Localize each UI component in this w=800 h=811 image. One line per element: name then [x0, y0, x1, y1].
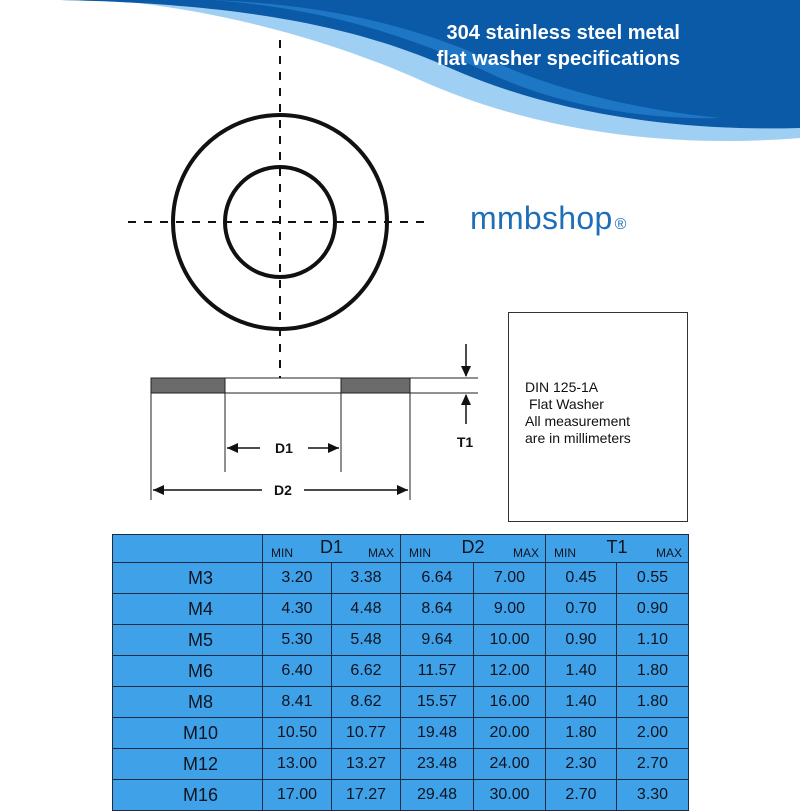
value-cell: 1.40	[546, 656, 617, 687]
info-type: Flat Washer	[529, 396, 604, 412]
value-cell: 2.70	[617, 749, 689, 780]
header-min: MIN	[409, 546, 431, 560]
value-cell: 17.27	[332, 780, 401, 811]
table-row	[113, 749, 689, 780]
value-cell: 24.00	[474, 749, 546, 780]
value-cell: 0.70	[546, 594, 617, 625]
value-cell: 13.00	[263, 749, 332, 780]
washer-section-right	[341, 378, 410, 393]
size-cell: M3	[113, 563, 263, 594]
spec-table	[112, 534, 689, 811]
value-cell: 4.30	[263, 594, 332, 625]
value-cell: 3.30	[617, 780, 689, 811]
value-cell: 1.80	[617, 687, 689, 718]
value-cell: 11.57	[401, 656, 474, 687]
table-row	[113, 656, 689, 687]
header-group-d1	[263, 535, 401, 563]
value-cell: 17.00	[263, 780, 332, 811]
header-name: T1	[606, 537, 628, 557]
value-cell: 8.41	[263, 687, 332, 718]
brand-name: mmbshop	[470, 200, 613, 236]
value-cell: 16.00	[474, 687, 546, 718]
header-max: MAX	[367, 546, 394, 560]
value-cell: 29.48	[401, 780, 474, 811]
value-cell: 8.64	[401, 594, 474, 625]
value-cell: 9.00	[474, 594, 546, 625]
table-row	[113, 625, 689, 656]
value-cell: 4.48	[332, 594, 401, 625]
value-cell: 5.30	[263, 625, 332, 656]
header-name: D2	[461, 537, 485, 557]
header-group-t1	[546, 535, 689, 563]
value-cell: 9.64	[401, 625, 474, 656]
size-cell: M5	[113, 625, 263, 656]
table-row	[113, 563, 689, 594]
value-cell: 0.90	[617, 594, 689, 625]
size-cell: M6	[113, 656, 263, 687]
d1-arrowhead-right	[328, 443, 339, 453]
table-row	[113, 718, 689, 749]
d2-arrowhead-left	[153, 485, 164, 495]
value-cell: 5.48	[332, 625, 401, 656]
title-line-2: flat washer specifications	[436, 48, 680, 70]
header-name: D1	[319, 537, 343, 557]
value-cell: 0.55	[617, 563, 689, 594]
t1-arrowhead-bottom	[461, 394, 471, 405]
table-row	[113, 687, 689, 718]
value-cell: 12.00	[474, 656, 546, 687]
value-cell: 7.00	[474, 563, 546, 594]
value-cell: 1.80	[546, 718, 617, 749]
value-cell: 1.10	[617, 625, 689, 656]
info-standard: DIN 125-1A	[525, 379, 599, 395]
header-min: MIN	[271, 546, 293, 560]
table-header-row	[113, 535, 689, 563]
header-size-cell	[113, 535, 263, 563]
info-note-1: All measurement	[525, 413, 631, 429]
d2-label: D2	[274, 482, 292, 498]
value-cell: 1.40	[546, 687, 617, 718]
washer-section-left	[151, 378, 225, 393]
value-cell: 30.00	[474, 780, 546, 811]
title-line-1: 304 stainless steel metal	[446, 22, 680, 44]
d2-arrowhead-right	[397, 485, 408, 495]
table-row	[113, 780, 689, 811]
t1-arrowhead-top	[461, 366, 471, 377]
table-row	[113, 594, 689, 625]
value-cell: 10.77	[332, 718, 401, 749]
value-cell: 20.00	[474, 718, 546, 749]
table-body	[113, 563, 689, 811]
value-cell: 2.00	[617, 718, 689, 749]
spec-info-box	[508, 312, 688, 522]
value-cell: 10.50	[263, 718, 332, 749]
size-cell: M12	[113, 749, 263, 780]
value-cell: 6.64	[401, 563, 474, 594]
size-cell: M4	[113, 594, 263, 625]
info-note-2: are in millimeters	[525, 430, 631, 446]
value-cell: 6.40	[263, 656, 332, 687]
t1-label: T1	[456, 434, 474, 450]
header-min: MIN	[554, 546, 576, 560]
value-cell: 15.57	[401, 687, 474, 718]
value-cell: 0.45	[546, 563, 617, 594]
registered-mark: ®	[614, 216, 627, 233]
header-max: MAX	[512, 546, 539, 560]
value-cell: 10.00	[474, 625, 546, 656]
value-cell: 13.27	[332, 749, 401, 780]
value-cell: 19.48	[401, 718, 474, 749]
header-group-d2	[401, 535, 546, 563]
size-cell: M10	[113, 718, 263, 749]
value-cell: 2.70	[546, 780, 617, 811]
size-cell: M16	[113, 780, 263, 811]
d1-label: D1	[275, 440, 293, 456]
value-cell: 2.30	[546, 749, 617, 780]
value-cell: 3.20	[263, 563, 332, 594]
value-cell: 23.48	[401, 749, 474, 780]
value-cell: 1.80	[617, 656, 689, 687]
d1-arrowhead-left	[227, 443, 238, 453]
header-max: MAX	[655, 546, 682, 560]
value-cell: 6.62	[332, 656, 401, 687]
size-cell: M8	[113, 687, 263, 718]
value-cell: 3.38	[332, 563, 401, 594]
value-cell: 0.90	[546, 625, 617, 656]
value-cell: 8.62	[332, 687, 401, 718]
